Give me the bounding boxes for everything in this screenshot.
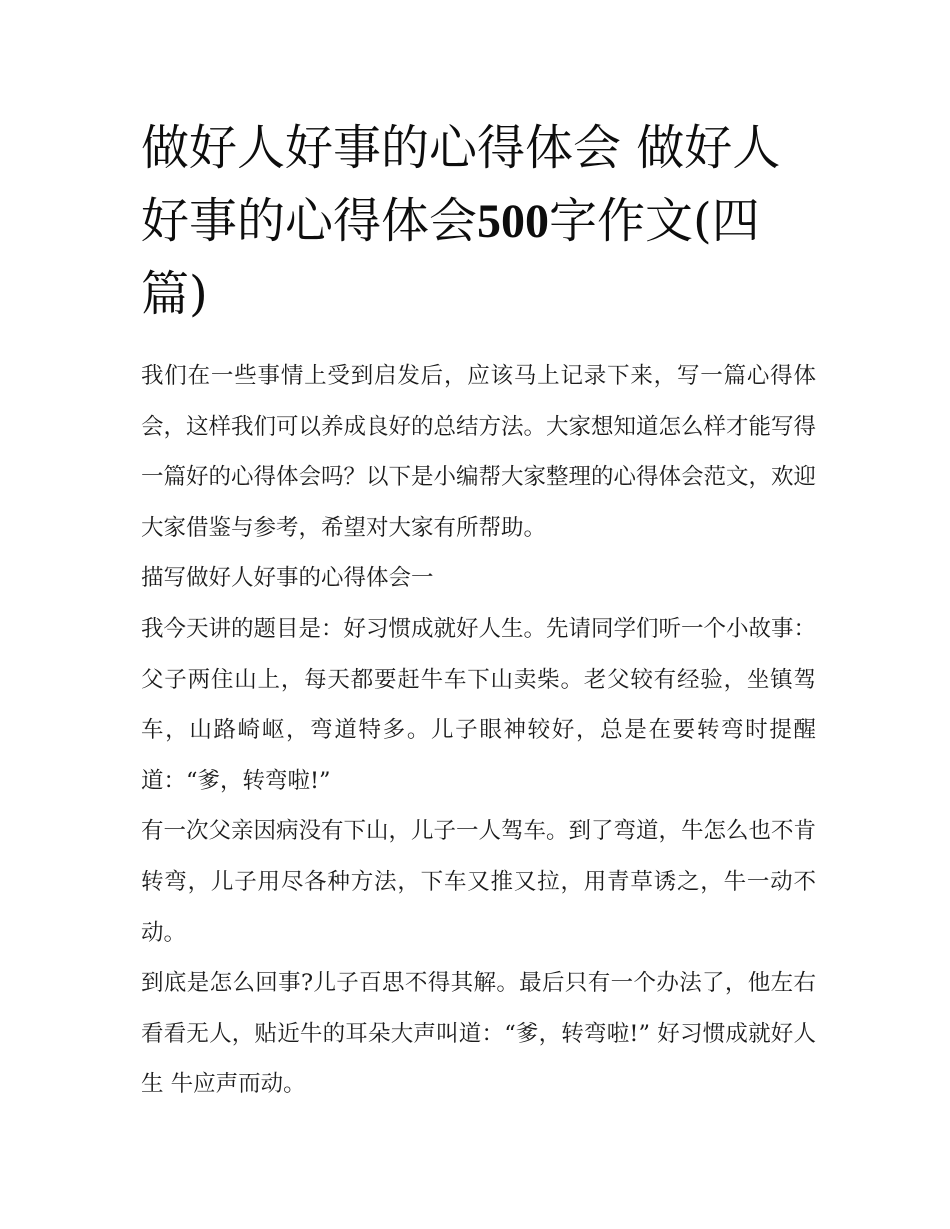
intro-paragraph: 我们在一些事情上受到启发后，应该马上记录下来，写一篇心得体会，这样我们可以养成良好的总结方法。大家想知道怎么样才能写得一篇好的心得体会吗？以下是小编帮大家整理的心得体会范文，欢迎大家借鉴与参考，希望对大家有所帮助。 [141,363,817,541]
body-paragraph: 到底是怎么回事?儿子百思不得其解。最后只有一个办法了，他左右看看无人，贴近牛的耳朵大声叫道：“爹，转弯啦!” 好习惯成就好人生 牛应声而动。 [141,970,816,1098]
title-text-part1: 做好人好事的心得体会 做好人好事的心得体会 [141,120,781,249]
section-heading: 描写做好人好事的心得体会一 [141,565,434,592]
document-page [141,112,816,1110]
title-number: 500 [477,195,550,248]
document-title [141,112,816,331]
document-body [141,351,816,1110]
body-paragraph: 我今天讲的题目是：好习惯成就好人生。先请同学们听一个小故事：父子两住山上，每天都要赶牛车下山卖柴。老父较有经验，坐镇驾车，山路崎岖，弯道特多。儿子眼神较好，总是在要转弯时提醒道：“爹，转弯啦!” [141,615,817,794]
body-paragraph: 有一次父亲因病没有下山，儿子一人驾车。到了弯道，牛怎么也不肯转弯，儿子用尽各种方法，下车又推又拉，用青草诱之，牛一动不动。 [141,818,817,946]
title-text-part2: 字作文(四篇) [141,193,760,322]
